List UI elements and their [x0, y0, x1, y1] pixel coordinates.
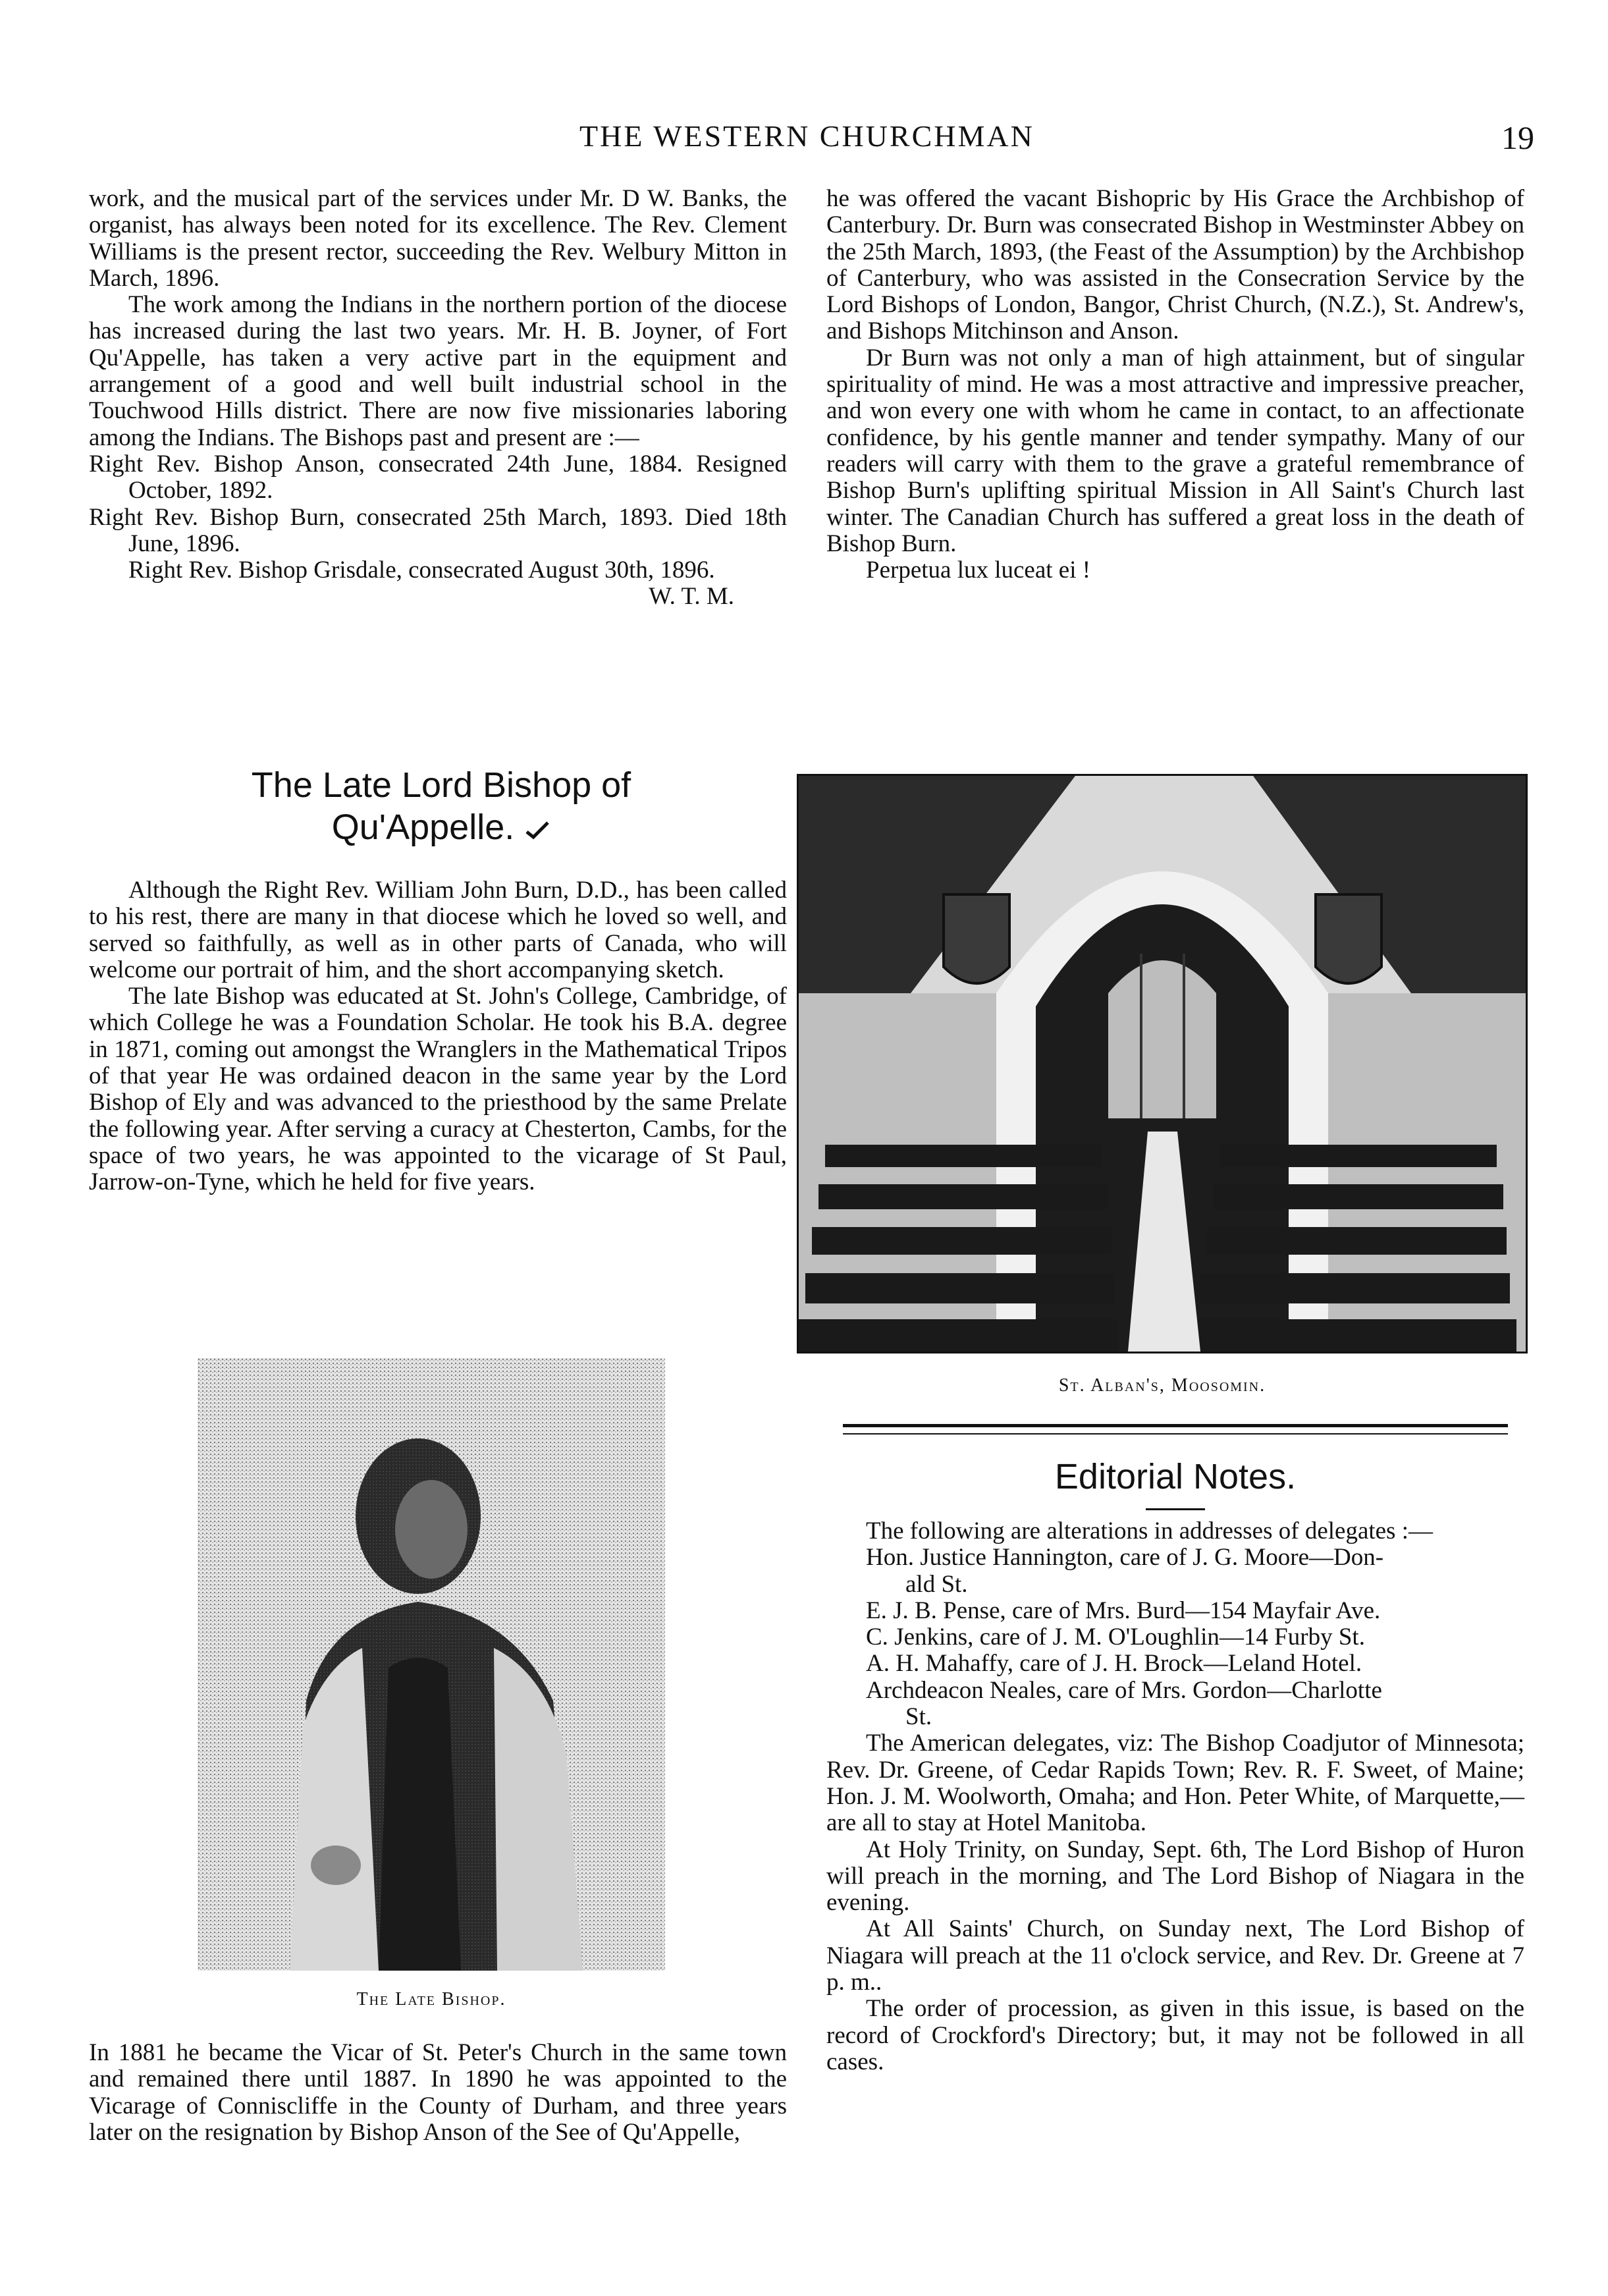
paragraph: he was offered the vacant Bishopric by His Grace the Archbishop of Canterbury. Dr. Burn was consecrated Bishop in Westminster Abbey on the 25th March, 1893, (the Feast of the Assumption) by the Archbishop of Canterbury, who was assisted in the Consecration Service by the Lord Bishops of London, Bangor, Christ Church, (N.Z.), St. Andrew's, and Bishops Mitchinson and Anson.: [826, 185, 1524, 345]
portrait-caption: The Late Bishop.: [356, 1989, 506, 2009]
church-image: [799, 776, 1526, 1352]
signature-line: [89, 584, 787, 610]
paragraph: The order of procession, as given in this issue, is based on the record of Crockford's Directory; but, it may not be followed in all cases.: [826, 1995, 1524, 2075]
paragraph: Although the Right Rev. William John Burn, D.D., has been called to his rest, there are many in that diocese which he loved so well, and served so faithfully, as well as in other parts of Canada, who will welcome our portrait of him, and the short accompanying sketch.: [89, 877, 787, 983]
paragraph: Dr Burn was not only a man of high attainment, but of singular spirituality of mind. He was a most attractive and impressive preacher, and won every one with whom he came in contact, to an affectionate confidence, by his gentle manner and tender sympathy. Many of our readers will carry with them to the grave a grateful remembrance of Bishop Burn's uplifting spiritual Mission in All Saint's Church last winter. The Canadian Church has suffered a great loss in the death of Bishop Burn.: [826, 344, 1524, 557]
article-continuation: [89, 2040, 787, 2146]
paragraph: Perpetua lux luceat ei !: [866, 557, 1091, 584]
editorial-headline: Editorial Notes.: [1054, 1457, 1297, 1496]
delegate-list: [826, 1544, 1524, 1730]
headline-line: Qu'Appelle.: [158, 806, 724, 848]
paragraph: The following are alterations in addresses of delegates :—: [866, 1517, 1433, 1544]
bishop-portrait: [198, 1358, 665, 1971]
page-number: 19: [1501, 119, 1534, 156]
section-divider: [843, 1433, 1508, 1435]
bishop-entry: Right Rev. Bishop Burn, consecrated 25th March, 1893. Died 18th June, 1896.: [89, 503, 787, 557]
paragraph: At All Saints' Church, on Sunday next, The Lord Bishop of Niagara will preach at the 11 o'clock service, and Rev. Dr. Greene at 7 p. m..: [826, 1915, 1524, 1996]
delegate-entry-continued: ald St.: [905, 1570, 968, 1598]
delegate-entry: A. H. Mahaffy, care of J. H. Brock—Leland Hotel.: [866, 1650, 1362, 1678]
delegate-entry: Hon. Justice Hannington, care of J. G. Moore—Don-: [866, 1544, 1384, 1572]
church-photo-caption: St. Alban's, Moosomin.: [1058, 1375, 1266, 1396]
paragraph: The late Bishop was educated at St. John's College, Cambridge, of which College he was a Foundation Scholar. He took his B.A. degree in 1871, coming out amongst the Wranglers in the Mathematical Tripos of that year He was ordained deacon in the same year by the Lord Bishop of Ely and was advanced to the priesthood by the same Prelate the following year. After serving a curacy at Chesterton, Cambs, for the space of two years, he was appointed to the vicarage of St Paul, Jarrow-on-Tyne, which he held for five years.: [89, 983, 787, 1196]
paragraph: At Holy Trinity, on Sunday, Sept. 6th, The Lord Bishop of Huron will preach in the morning, and The Lord Bishop of Niagara in the evening.: [826, 1836, 1524, 1917]
paragraph: The American delegates, viz: The Bishop Coadjutor of Minnesota; Rev. Dr. Greene, of Cedar Rapids Town; Rev. R. F. Sweet, of Maine; Hon. J. M. Woolworth, Omaha; and Hon. Peter White, of Marquette,—are all to stay at Hotel Manitoba.: [826, 1730, 1524, 1837]
delegate-entry: C. Jenkins, care of J. M. O'Loughlin—14 Furby St.: [866, 1624, 1365, 1651]
church-interior-photo: [797, 774, 1528, 1353]
author-signature: W. T. M.: [649, 583, 734, 611]
section-divider: [843, 1424, 1508, 1427]
headline-underline: [1146, 1508, 1205, 1510]
right-top-column: [826, 186, 1524, 584]
delegate-entry: Archdeacon Neales, care of Mrs. Gordon—Charlotte: [866, 1676, 1382, 1704]
paragraph: The work among the Indians in the northern portion of the diocese has increased during the last two years. Mr. H. B. Joyner, of Fort Qu'Appelle, has taken a very active part in the equipment and arrangement of a good and well built industrial school in the Touchwood Hills district. There are now five missionaries laboring among the Indians. The Bishops past and present are :—: [89, 291, 787, 451]
editorial-body: [826, 1518, 1524, 2075]
left-top-column: [89, 186, 787, 611]
headline-line: The Late Lord Bishop of: [251, 765, 631, 805]
paragraph: work, and the musical part of the services under Mr. D W. Banks, the organist, has always been noted for its excellence. The Rev. Clement Williams is the present rector, succeeding the Rev. Welbury Mitton in March, 1896.: [89, 185, 787, 292]
paragraph: In 1881 he became the Vicar of St. Peter's Church in the same town and remained there until 1887. In 1890 he was appointed to the Vicarage of Conniscliffe in the County of Durham, and three years later on the resignation by Bishop Anson of the See of Qu'Appelle,: [89, 2039, 787, 2146]
delegate-entry-continued: St.: [905, 1703, 932, 1731]
bishop-entry: Right Rev. Bishop Anson, consecrated 24th June, 1884. Resigned October, 1892.: [89, 450, 787, 505]
bishop-entry: Right Rev. Bishop Grisdale, consecrated August 30th, 1896.: [128, 557, 715, 584]
delegate-entry: E. J. B. Pense, care of Mrs. Burd—154 Mayfair Ave.: [866, 1597, 1381, 1624]
running-title: THE WESTERN CHURCHMAN: [579, 119, 1034, 153]
portrait-image: [198, 1358, 665, 1971]
check-mark-icon: [524, 819, 550, 841]
page-header: [92, 119, 1541, 165]
article-body: [89, 877, 787, 1196]
article-headline: [158, 764, 724, 848]
